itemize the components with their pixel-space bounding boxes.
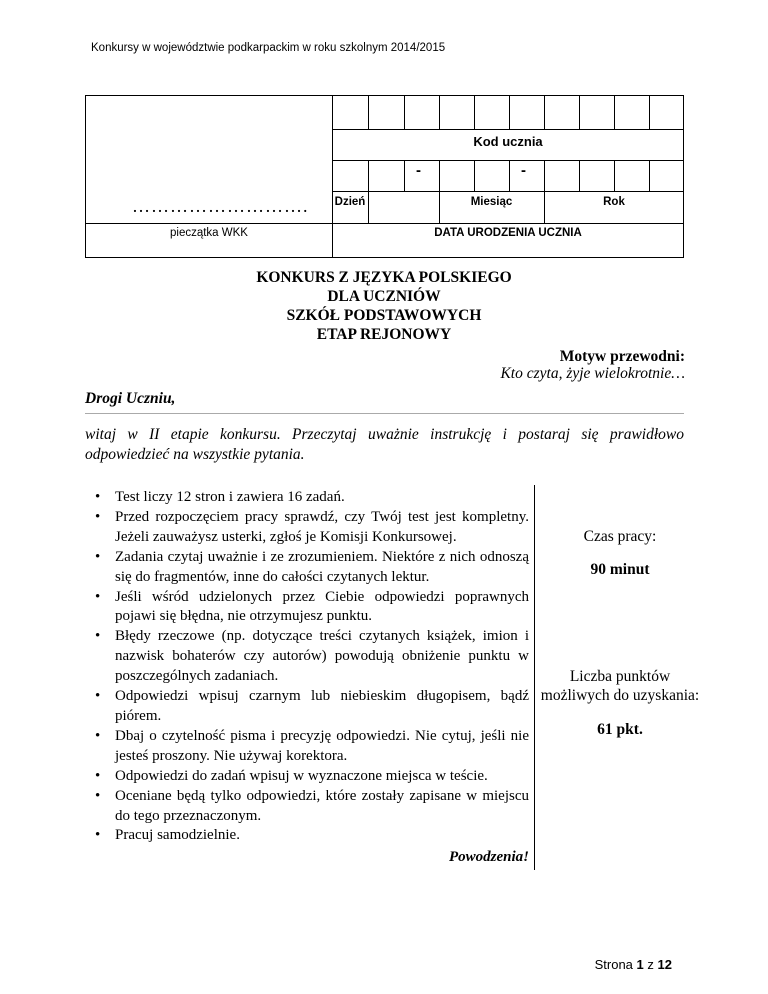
points-value: 61 pkt.	[597, 721, 643, 738]
rules-list	[95, 488, 529, 868]
stamp-label: pieczątka WKK	[170, 227, 248, 239]
bullet-icon: •	[95, 688, 101, 705]
month-label: Miesiąc	[470, 196, 513, 208]
list-item: • Przed rozpoczęciem pracy sprawdź, czy Twój test jest kompletny. Jeżeli zauważysz usterki, zgłoś je Komisji Konkursowej.	[95, 508, 529, 545]
bullet-icon: •	[95, 727, 101, 744]
page-total: 12	[657, 957, 672, 972]
day-label: Dzień	[334, 196, 366, 208]
list-item: • Odpowiedzi do zadań wpisuj w wyznaczone miejsca w teście.	[115, 767, 529, 787]
divider	[85, 413, 684, 414]
bullet-icon: •	[95, 628, 101, 645]
list-item: • Dbaj o czytelność pisma i precyzję odpowiedzi. Nie cytuj, jeśli nie jesteś proszony. Nie używaj korektora.	[95, 727, 529, 764]
date-dash-2: -	[521, 162, 526, 179]
list-item: • Jeśli wśród udzielonych przez Ciebie odpowiedzi poprawnych pojawi się błędna, nie otrzymujesz punktu.	[95, 588, 529, 625]
closing-text: Powodzenia!	[448, 849, 529, 866]
title-line-1: KONKURS Z JĘZYKA POLSKIEGO	[256, 269, 512, 286]
intro-text: witaj w II etapie konkursu. Przeczytaj uważnie instrukcję i postaraj się prawidłowo odpowiedzieć na wszystkie pytania.	[85, 426, 684, 463]
points-label-1: Liczba punktów	[569, 668, 671, 685]
list-item: • Test liczy 12 stron i zawiera 16 zadań.	[115, 488, 529, 508]
motto-text: Kto czyta, żyje wielokrotnie…	[500, 365, 685, 382]
greeting: Drogi Uczniu,	[85, 390, 176, 407]
stamp-dots: ……………………….	[132, 196, 309, 216]
bullet-icon: •	[95, 508, 101, 525]
time-label: Czas pracy:	[583, 528, 657, 545]
contest-title	[0, 268, 768, 344]
bullet-icon: •	[95, 489, 101, 505]
points-label-2: możliwych do uzyskania:	[540, 687, 700, 704]
motto-heading: Motyw przewodni:	[559, 348, 685, 365]
bullet-icon: •	[95, 548, 101, 565]
list-item: • Pracuj samodzielnie.	[115, 826, 529, 846]
page-header: Konkursy w województwie podkarpackim w roku szkolnym 2014/2015	[91, 42, 446, 54]
list-item: • Odpowiedzi wpisuj czarnym lub niebieskim długopisem, bądź piórem.	[95, 688, 529, 724]
page-footer	[595, 957, 672, 972]
year-label: Rok	[603, 196, 625, 208]
time-value: 90 minut	[590, 561, 650, 578]
bullet-icon: •	[95, 767, 101, 784]
student-code-table	[85, 95, 684, 258]
list-item: • Zadania czytaj uważnie i ze zrozumieniem. Niektóre z nich odnoszą się do fragmentów, inne do całości czytanych lektur.	[95, 548, 529, 585]
date-dash-1: -	[416, 162, 421, 179]
title-line-4: ETAP REJONOWY	[316, 326, 452, 343]
bullet-icon: •	[95, 588, 101, 605]
list-item: • Oceniane będą tylko odpowiedzi, które zostały zapisane w miejscu do tego przeznaczonym.	[95, 787, 529, 824]
bullet-icon: •	[95, 827, 101, 844]
list-item: • Błędy rzeczowe (np. dotyczące treści czytanych książek, imion i nazwisk bohaterów czy autorów) powodują obniżenie punktu w poszczególnych zadaniach.	[95, 628, 529, 685]
page-number: 1	[636, 957, 644, 972]
title-line-2: DLA UCZNIÓW	[327, 288, 441, 305]
birth-date-label: DATA URODZENIA UCZNIA	[434, 227, 582, 239]
footer-prefix: Strona	[594, 957, 633, 972]
footer-sep: z	[647, 957, 654, 972]
student-code-label: Kod ucznia	[473, 134, 543, 149]
title-line-3: SZKÓŁ PODSTAWOWYCH	[286, 307, 482, 324]
bullet-icon: •	[95, 787, 101, 804]
